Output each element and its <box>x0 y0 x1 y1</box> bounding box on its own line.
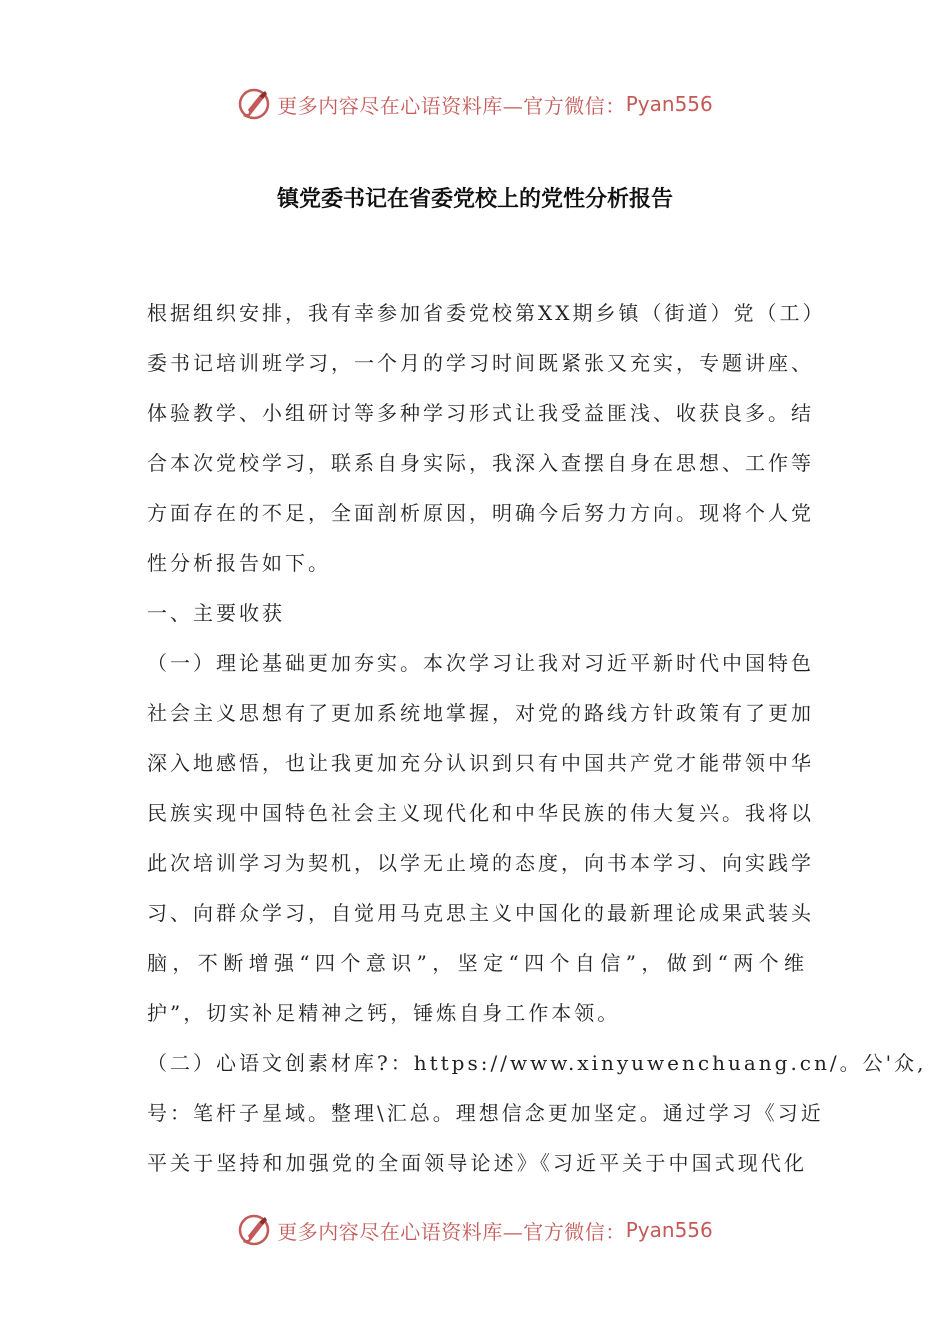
section-heading: 一、主要收获 <box>147 601 285 625</box>
header-watermark-banner <box>0 84 950 124</box>
body-line: 护”，切实补足精神之钙，锤炼自身工作本领。 <box>147 1001 621 1025</box>
banner-text: 更多内容尽在心语资料库—官方微信： <box>277 93 626 118</box>
body-line: 民族实现中国特色社会主义现代化和中华民族的伟大复兴。我将以 <box>147 801 814 825</box>
body-line: 根据组织安排，我有幸参加省委党校第XX期乡镇（街道）党（工） <box>147 301 826 325</box>
banner-wechat-id: Pyan556 <box>625 1218 713 1242</box>
body-line: 方面存在的不足，全面剖析原因，明确今后努力方向。现将个人党 <box>147 501 814 525</box>
body-line: 深入地感悟，也让我更加充分认识到只有中国共产党才能带领中华 <box>147 751 814 775</box>
body-line: 脑，不断增强“四个意识”，坚定“四个自信”，做到“两个维 <box>147 951 807 975</box>
pen-logo-icon <box>237 87 271 121</box>
banner-wechat-id: Pyan556 <box>625 92 713 116</box>
document-body <box>147 294 927 1194</box>
body-line: 性分析报告如下。 <box>147 551 331 575</box>
body-line: 号：笔杆子星域。整理\汇总。理想信念更加坚定。通过学习《习近 <box>147 1101 824 1125</box>
document-title: 镇党委书记在省委党校上的党性分析报告 <box>276 187 673 212</box>
body-line: 习、向群众学习，自觉用马克思主义中国化的最新理论成果武装头 <box>147 901 814 925</box>
footer-watermark-banner <box>0 1210 950 1250</box>
body-line: 此次培训学习为契机，以学无止境的态度，向书本学习、向实践学 <box>147 851 814 875</box>
body-line: （二）心语文创素材库?：https://www.xinyuwenchuang.cn/。公'众, <box>147 1051 927 1075</box>
body-line: 委书记培训班学习，一个月的学习时间既紧张又充实，专题讲座、 <box>147 351 814 375</box>
pen-logo-icon <box>237 1213 271 1247</box>
body-line: 社会主义思想有了更加系统地掌握，对党的路线方针政策有了更加 <box>147 701 814 725</box>
banner-text: 更多内容尽在心语资料库—官方微信： <box>277 1219 626 1244</box>
body-line: 平关于坚持和加强党的全面领导论述》《习近平关于中国式现代化 <box>147 1151 807 1175</box>
body-line: （一）理论基础更加夯实。本次学习让我对习近平新时代中国特色 <box>147 651 814 675</box>
body-line: 体验教学、小组研讨等多种学习形式让我受益匪浅、收获良多。结 <box>147 401 814 425</box>
body-line: 合本次党校学习，联系自身实际，我深入查摆自身在思想、工作等 <box>147 451 814 475</box>
